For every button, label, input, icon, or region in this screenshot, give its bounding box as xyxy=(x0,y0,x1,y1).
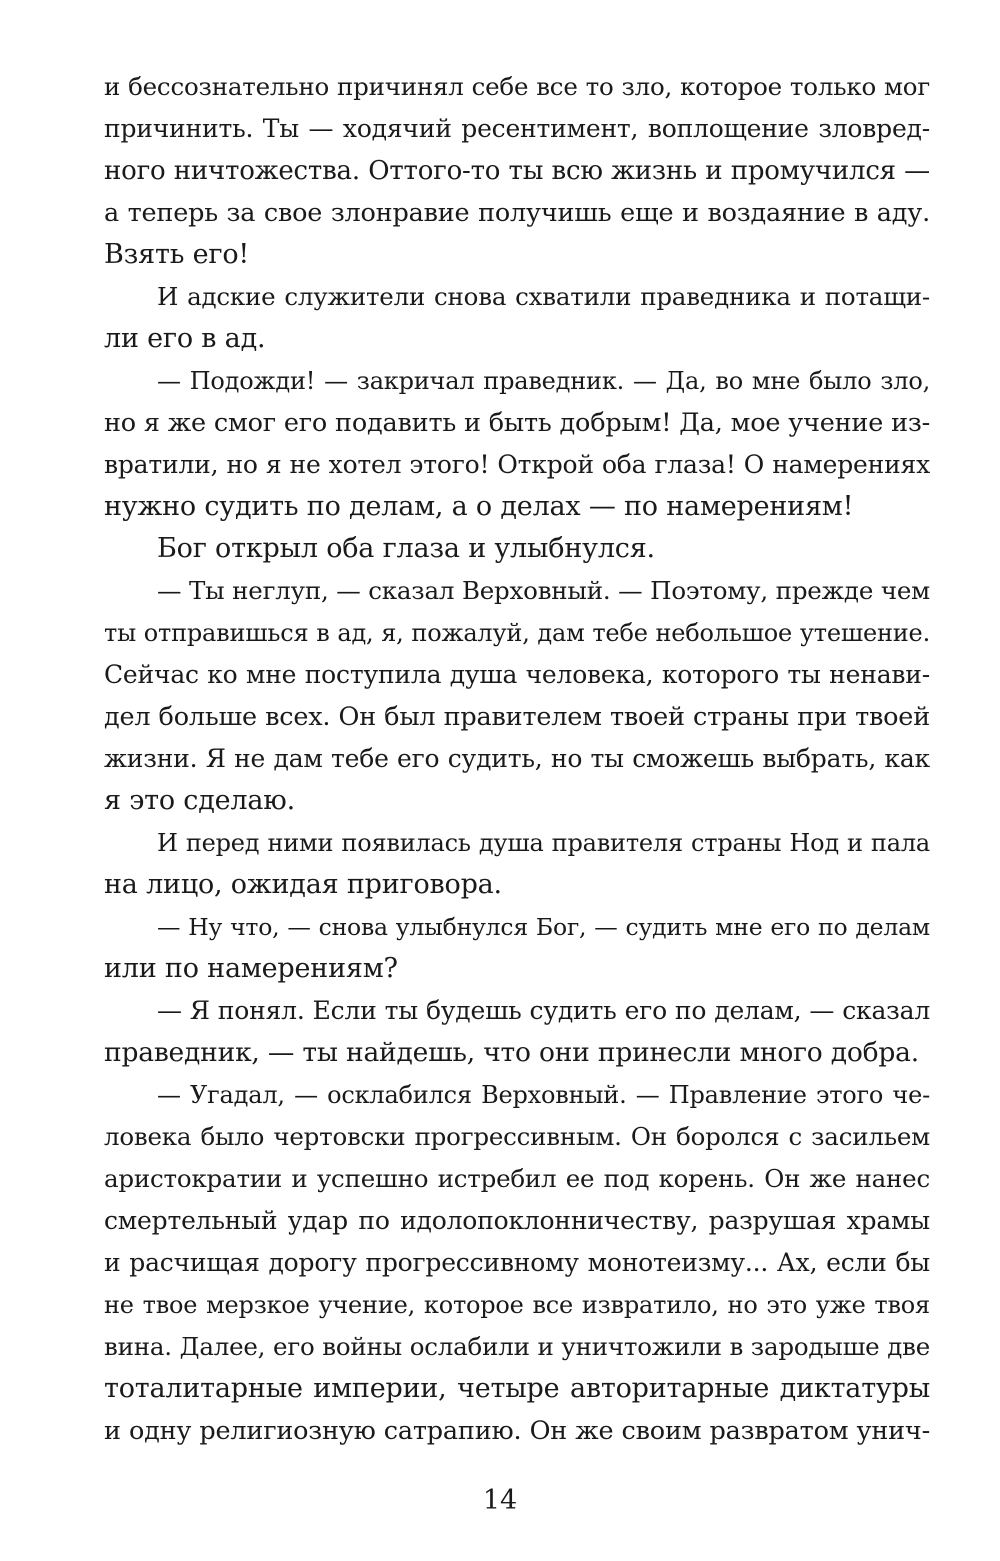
text-line: а теперь за свое злонравие получишь еще и воздаяние в аду. xyxy=(104,198,930,228)
text-line: И адские служители снова схватили праведника и потащи- xyxy=(157,282,930,311)
text-line: ли его в ад. xyxy=(104,323,266,354)
text-line: я это сделаю. xyxy=(104,785,295,816)
text-line: ты отправишься в ад, я, пожалуй, дам тебе небольшое утешение. xyxy=(104,619,930,647)
text-line: — Ты неглуп, — сказал Верховный. — Поэтому, прежде чем xyxy=(157,576,930,605)
text-line: дел больше всех. Он был правителем твоей страны при твоей xyxy=(104,702,930,732)
text-line: ловека было чертовски прогрессивным. Он боролся с засильем xyxy=(104,1122,930,1151)
text-line: — Ну что, — снова улыбнулся Бог, — судить мне его по делам xyxy=(157,913,930,941)
text-line: и бессознательно причинял себе все то зло, которое только мог xyxy=(104,72,930,101)
text-line: И перед ними появилась душа правителя страны Нод и пала xyxy=(157,829,930,857)
text-line: причинить. Ты — ходячий ресентимент, воплощение зловред- xyxy=(104,114,930,143)
text-line: но я же смог его подавить и быть добрым! Да, мое учение из- xyxy=(104,408,930,438)
text-line: Бог открыл оба глаза и улыбнулся. xyxy=(157,533,655,564)
text-line: жизни. Я не дам тебе его судить, но ты сможешь выбрать, как xyxy=(104,744,930,773)
page-number: 14 xyxy=(482,1485,518,1516)
text-line: праведник, — ты найдешь, что они принесли много добра. xyxy=(104,1037,919,1068)
text-line: тоталитарные империи, четыре авторитарные диктатуры xyxy=(104,1373,930,1404)
text-line: аристократии и успешно истребил ее под корень. Он же нанес xyxy=(104,1164,930,1193)
text-line: смертельный удар по идолопоклонничеству, разрушая храмы xyxy=(104,1206,930,1235)
text-line: вина. Далее, его войны ослабили и уничтожили в зародыше две xyxy=(104,1332,930,1361)
text-line: не твое мерзкое учение, которое все извратило, но это уже твоя xyxy=(104,1291,930,1319)
text-line: и расчищая дорогу прогрессивному монотеизму... Ах, если бы xyxy=(104,1248,930,1277)
text-line: Сейчас ко мне поступила душа человека, которого ты ненави- xyxy=(104,660,930,689)
text-line: — Угадал, — осклабился Верховный. — Правление этого че- xyxy=(157,1081,930,1109)
text-line: нужно судить по делам, а о делах — по намерениям! xyxy=(104,491,854,522)
text-line: на лицо, ожидая приговора. xyxy=(104,869,502,900)
text-line: Взять его! xyxy=(104,239,250,270)
text-line: и одну религиозную сатрапию. Он же своим развратом унич- xyxy=(104,1416,930,1446)
text-line: вратили, но я не хотел этого! Открой оба глаза! О намерениях xyxy=(104,450,930,479)
text-line: ного ничтожества. Оттого-то ты всю жизнь и промучился — xyxy=(104,156,930,186)
text-line: — Я понял. Если ты будешь судить его по делам, — сказал xyxy=(157,996,930,1025)
text-line: или по намерениям? xyxy=(104,953,398,984)
text-line: — Подожди! — закричал праведник. — Да, во мне было зло, xyxy=(157,367,930,395)
